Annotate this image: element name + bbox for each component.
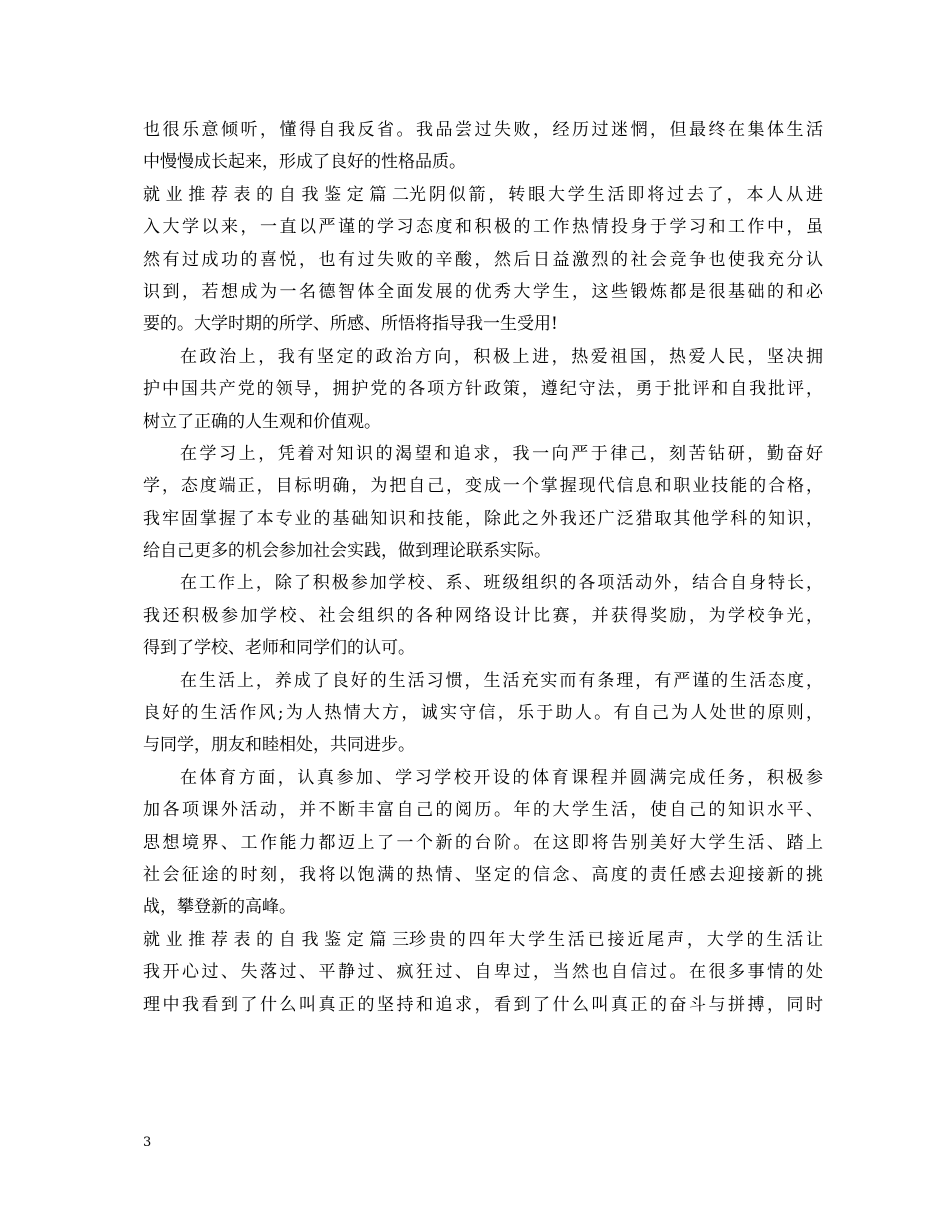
paragraph-line: 战，攀登新的高峰。 <box>143 897 296 918</box>
section-title: 就业推荐表的自我鉴定篇三 <box>143 929 409 950</box>
page-number: 3 <box>143 1135 152 1150</box>
document-body <box>143 114 823 1021</box>
paragraph-line: 与同学，朋友和睦相处，共同进步。 <box>143 735 415 756</box>
paragraph-line: 思想境界、工作能力都迈上了一个新的台阶。在这即将告别美好大学生活、踏上 <box>143 832 823 853</box>
paragraph-line: 学，态度端正，目标明确，为把自己，变成一个掌握现代信息和职业技能的合格， <box>143 476 823 497</box>
section-title: 就业推荐表的自我鉴定篇二 <box>143 184 409 205</box>
section-body-text: 珍贵的四年大学生活已接近尾声，大学的生活让 <box>409 929 823 950</box>
paragraph-line: 我还积极参加学校、社会组织的各种网络设计比赛，并获得奖励，为学校争光， <box>143 605 823 626</box>
paragraph-line: 入大学以来，一直以严谨的学习态度和积极的工作热情投身于学习和工作中，虽 <box>143 217 823 238</box>
paragraph-line: 加各项课外活动，并不断丰富自己的阅历。年的大学生活，使自己的知识水平、 <box>143 800 823 821</box>
paragraph-line: 中慢慢成长起来，形成了良好的性格品质。 <box>143 152 466 173</box>
paragraph-line: 也很乐意倾听，懂得自我反省。我品尝过失败，经历过迷惘，但最终在集体生活 <box>143 120 823 140</box>
paragraph-line: 理中我看到了什么叫真正的坚持和追求，看到了什么叫真正的奋斗与拼搏，同时 <box>143 994 823 1015</box>
paragraph-line: 然有过成功的喜悦，也有过失败的辛酸，然后日益激烈的社会竞争也使我充分认 <box>143 249 823 270</box>
paragraph-line: 给自己更多的机会参加社会实践，做到理论联系实际。 <box>143 541 551 562</box>
section-heading-line <box>143 179 823 211</box>
paragraph-first-line: 在工作上，除了积极参加学校、系、班级组织的各项活动外，结合自身特长， <box>180 573 823 594</box>
paragraph-line: 得到了学校、老师和同学们的认可。 <box>143 638 415 659</box>
paragraph-first-line: 在体育方面，认真参加、学习学校开设的体育课程并圆满完成任务，积极参 <box>180 767 823 788</box>
paragraph-line: 良好的生活作风;为人热情大方，诚实守信，乐于助人。有自己为人处世的原则， <box>143 703 823 724</box>
paragraph-line: 要的。大学时期的所学、所感、所悟将指导我一生受用! <box>143 314 558 335</box>
paragraph-line: 识到，若想成为一名德智体全面发展的优秀大学生，这些锻炼都是很基础的和必 <box>143 281 823 302</box>
paragraph-line: 我开心过、失落过、平静过、疯狂过、自卑过，当然也自信过。在很多事情的处 <box>143 962 823 983</box>
paragraph-first-line: 在学习上，凭着对知识的渴望和追求，我一向严于律己，刻苦钻研，勤奋好 <box>180 443 823 464</box>
section-heading-line <box>143 924 823 956</box>
section-body-text: 光阴似箭，转眼大学生活即将过去了，本人从进 <box>409 184 823 205</box>
paragraph-line: 树立了正确的人生观和价值观。 <box>143 411 381 432</box>
paragraph-line: 我牢固掌握了本专业的基础知识和技能，除此之外我还广泛猎取其他学科的知识， <box>143 508 823 529</box>
paragraph-first-line: 在政治上，我有坚定的政治方向，积极上进，热爱祖国，热爱人民，坚决拥 <box>180 346 823 367</box>
paragraph-line: 社会征途的时刻，我将以饱满的热情、坚定的信念、高度的责任感去迎接新的挑 <box>143 864 823 885</box>
paragraph-first-line: 在生活上，养成了良好的生活习惯，生活充实而有条理，有严谨的生活态度， <box>180 670 823 691</box>
paragraph-line: 护中国共产党的领导，拥护党的各项方针政策，遵纪守法，勇于批评和自我批评， <box>143 379 823 400</box>
